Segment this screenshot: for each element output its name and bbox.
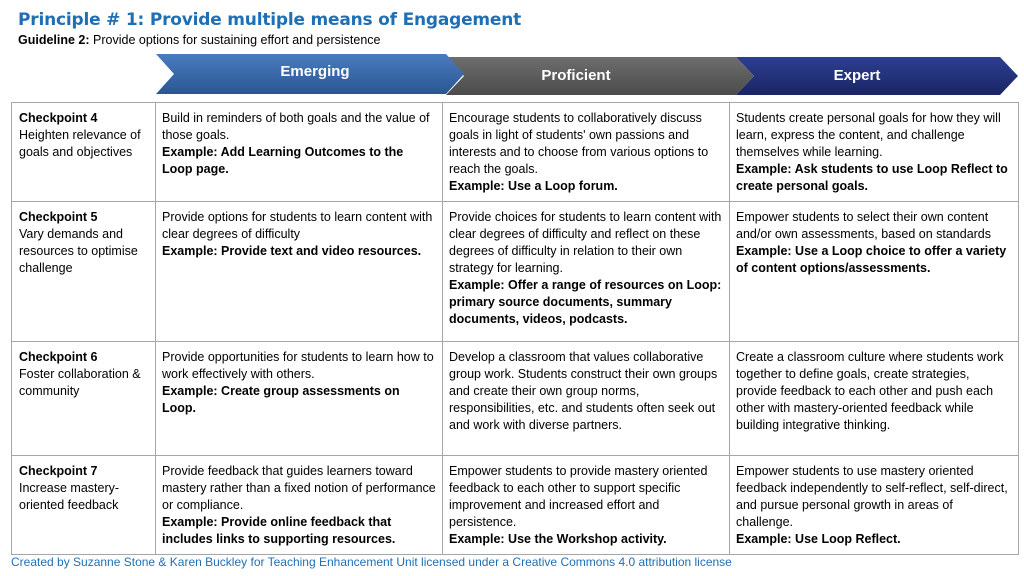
page-title: Principle # 1: Provide multiple means of Engagement — [18, 10, 522, 30]
proficient-cell — [443, 342, 730, 456]
emerging-text: Build in reminders of both goals and the value of those goals. — [162, 111, 430, 142]
level-expert: Expert — [833, 67, 881, 84]
emerging-cell — [156, 342, 443, 456]
guideline-label: Guideline 2: — [18, 33, 90, 47]
checkpoint-desc: Vary demands and resources to optimise challenge — [19, 227, 138, 275]
emerging-text: Provide feedback that guides learners toward mastery rather than a fixed notion of performance or compliance. — [162, 464, 436, 512]
proficient-example: Example: Use the Workshop activity. — [449, 532, 667, 546]
table-row — [12, 103, 1019, 202]
expert-text: Students create personal goals for how they will learn, express the content, and challenge themselves while learning. — [736, 111, 1001, 159]
expert-example: Example: Ask students to use Loop Reflect to create personal goals. — [736, 162, 1008, 193]
proficient-text: Empower students to provide mastery oriented feedback to each other to support specific improvement and increased effort and persistence. — [449, 464, 708, 529]
emerging-example: Example: Provide text and video resources. — [162, 244, 422, 258]
proficient-example: Example: Use a Loop forum. — [449, 179, 618, 193]
expert-cell — [730, 103, 1019, 202]
emerging-cell — [156, 456, 443, 555]
checkpoint-title: Checkpoint 7 — [19, 464, 98, 478]
level-emerging: Emerging — [280, 63, 350, 80]
level-arrows — [0, 0, 1024, 110]
expert-example: Example: Use a Loop choice to offer a variety of content options/assessments. — [736, 244, 1007, 275]
emerging-cell — [156, 103, 443, 202]
expert-cell — [730, 456, 1019, 555]
guideline-text: Provide options for sustaining effort and persistence — [93, 33, 381, 47]
checkpoint-cell — [12, 202, 156, 342]
level-proficient: Proficient — [541, 67, 611, 84]
checkpoint-desc: Foster collaboration & community — [19, 367, 141, 398]
table-row — [12, 342, 1019, 456]
expert-cell — [730, 342, 1019, 456]
checkpoint-cell — [12, 456, 156, 555]
emerging-example: Example: Add Learning Outcomes to the Loop page. — [162, 145, 404, 176]
expert-text: Empower students to use mastery oriented feedback independently to self-reflect, self-direct, and pursue personal growth in areas of challenge. — [736, 464, 1008, 529]
checkpoint-title: Checkpoint 6 — [19, 350, 98, 364]
checkpoint-title: Checkpoint 4 — [19, 111, 98, 125]
proficient-cell — [443, 103, 730, 202]
proficient-text: Provide choices for students to learn content with clear degrees of difficulty and reflect on these degrees of difficulty in relation to their own strategy for learning. — [449, 210, 722, 275]
proficient-cell — [443, 202, 730, 342]
emerging-text: Provide options for students to learn content with clear degrees of difficulty — [162, 210, 433, 241]
footer-credit: Created by Suzanne Stone & Karen Buckley for Teaching Enhancement Unit licensed under a Creative Commons 4.0 attribution license — [11, 555, 732, 569]
proficient-cell — [443, 456, 730, 555]
checkpoint-desc: Heighten relevance of goals and objectives — [19, 128, 141, 159]
checkpoint-cell — [12, 103, 156, 202]
expert-cell — [730, 202, 1019, 342]
checkpoint-table — [11, 102, 1019, 555]
proficient-example: Example: Offer a range of resources on Loop: primary source documents, summary documents, videos, podcasts. — [449, 278, 722, 326]
proficient-text: Develop a classroom that values collaborative group work. Students construct their own groups and create their own group norms, responsibilities, etc. and students often seek out and work with diverse partners. — [449, 350, 718, 432]
expert-text: Empower students to select their own content and/or own assessments, based on standards — [736, 210, 992, 241]
proficient-text: Encourage students to collaboratively discuss goals in light of students' own passions and interests and to choose from various options to reach the goals. — [449, 111, 709, 176]
checkpoint-desc: Increase mastery-oriented feedback — [19, 481, 120, 512]
emerging-example: Example: Provide online feedback that includes links to supporting resources. — [162, 515, 396, 546]
emerging-cell — [156, 202, 443, 342]
table-row — [12, 202, 1019, 342]
emerging-example: Example: Create group assessments on Loop. — [162, 384, 400, 415]
expert-text: Create a classroom culture where students work together to define goals, create strategies, provide feedback to each other and push each other with mastery-oriented feedback while building integrative thinking. — [736, 350, 1004, 432]
checkpoint-title: Checkpoint 5 — [19, 210, 98, 224]
emerging-text: Provide opportunities for students to learn how to work effectively with others. — [162, 350, 434, 381]
checkpoint-cell — [12, 342, 156, 456]
expert-example: Example: Use Loop Reflect. — [736, 532, 901, 546]
table-row — [12, 456, 1019, 555]
